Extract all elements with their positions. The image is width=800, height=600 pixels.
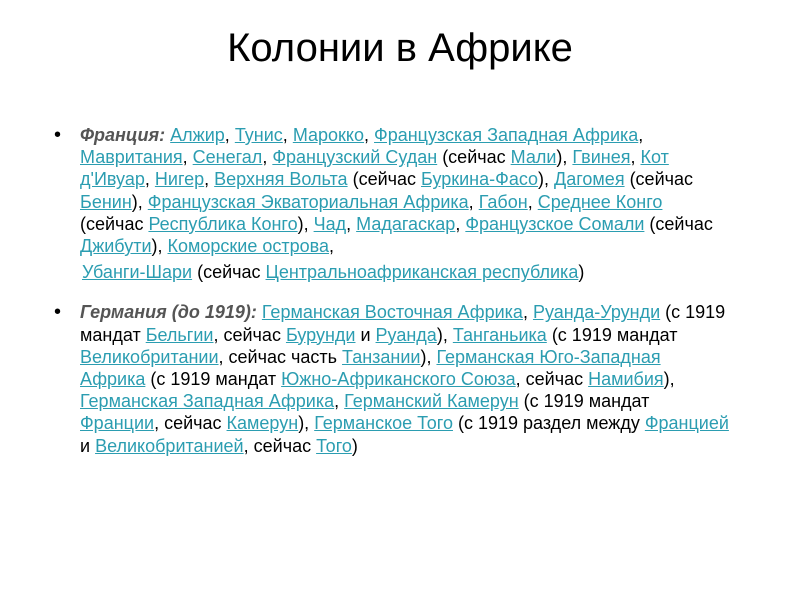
bullet-germany — [50, 301, 730, 456]
text-fragment: , — [364, 125, 375, 145]
text-fragment: (с 1919 раздел между — [452, 413, 645, 434]
slide-title: Колонии в Африке — [227, 26, 573, 70]
text-fragment: , — [282, 125, 293, 145]
link-germanskaya-zapadnaya-afrika[interactable]: Германская Западная Африка — [80, 391, 335, 412]
text-fragment: , сейчас — [213, 324, 286, 345]
text-fragment: (с 1919 мандат — [518, 391, 650, 412]
link-mavritaniya[interactable]: Мавритания — [80, 147, 183, 168]
text-fragment: , — [346, 213, 357, 234]
link-germanskiy-kamerun[interactable]: Германский Камерун — [344, 391, 519, 412]
text-fragment: (сейчас — [644, 213, 713, 234]
text-fragment: и — [355, 324, 376, 345]
text-fragment: (с 1919 мандат — [145, 369, 282, 390]
link-ruanda-urundi[interactable]: Руанда-Урунди — [532, 302, 661, 323]
text-fragment: ), — [298, 413, 315, 434]
text-fragment: (сейчас — [347, 169, 422, 190]
text-fragment: ), — [663, 369, 675, 390]
link-srednee-kongo[interactable]: Среднее Конго — [537, 191, 663, 212]
link-dagomeya[interactable]: Дагомея — [554, 169, 625, 190]
link-ruanda[interactable]: Руанда — [375, 324, 437, 345]
link-frantsuzskaya-zapadnaya-afrika[interactable]: Французская Западная Африка — [374, 125, 639, 145]
text-fragment: , сейчас — [154, 413, 227, 434]
text-fragment: (сейчас — [192, 262, 266, 283]
link-frantsuzskiy-sudan[interactable]: Французский Судан — [272, 147, 438, 168]
link-kamerun[interactable]: Камерун — [226, 413, 299, 434]
text-fragment: , сейчас часть — [218, 346, 343, 367]
text-fragment: ) — [351, 435, 358, 456]
link-yuzhno-afrikanskogo-soyuza[interactable]: Южно-Африканского Союза — [281, 369, 516, 390]
link-tanganika[interactable]: Танганьика — [452, 324, 547, 345]
link-velikobritanii[interactable]: Великобритании — [80, 346, 219, 367]
link-niger[interactable]: Нигер — [154, 169, 205, 190]
text-fragment: , — [527, 191, 538, 212]
link-burkina-faso[interactable]: Буркина-Фасо — [421, 169, 539, 190]
link-namibiya[interactable]: Намибия — [588, 369, 664, 390]
link-senegal[interactable]: Сенегал — [192, 147, 263, 168]
link-komorskie-ostrova[interactable]: Коморские острова — [167, 236, 329, 257]
text-fragment: (с 1919 мандат — [546, 324, 678, 345]
link-respublika-kongo[interactable]: Республика Конго — [148, 213, 298, 234]
link-madagaskar[interactable]: Мадагаскар — [356, 213, 456, 234]
text-fragment: , — [144, 169, 155, 190]
text-fragment: ), — [538, 169, 555, 190]
text-fragment: ), — [436, 324, 453, 345]
text-fragment: , — [334, 391, 345, 412]
text-fragment: ), — [420, 346, 437, 367]
text-fragment: , — [182, 147, 193, 168]
link-germanskoe-togo[interactable]: Германское Того — [314, 413, 453, 434]
link-dzhibuti[interactable]: Джибути — [80, 236, 152, 257]
link-tsentralnoafrikanskaya-respublika[interactable]: Центральноафриканская республика — [265, 262, 579, 283]
link-gabon[interactable]: Габон — [478, 191, 528, 212]
link-togo[interactable]: Того — [316, 435, 352, 456]
text-fragment: , — [468, 191, 479, 212]
text-fragment: и — [80, 435, 96, 456]
link-velikobritaniey[interactable]: Великобританией — [95, 435, 244, 456]
text-fragment: ) — [578, 262, 585, 283]
text-fragment: (сейчас — [437, 147, 511, 168]
text-fragment: , — [522, 302, 533, 323]
text-fragment: (с 1919 мандат — [80, 302, 726, 345]
text-fragment: , — [630, 147, 641, 168]
link-marokko[interactable]: Марокко — [292, 125, 365, 145]
country-label-france: Франция: — [80, 125, 166, 145]
link-mali[interactable]: Мали — [510, 147, 557, 168]
link-chad[interactable]: Чад — [313, 213, 347, 234]
link-benin[interactable]: Бенин — [80, 191, 132, 212]
text-fragment: ), — [131, 191, 148, 212]
text-fragment: (сейчас — [624, 169, 694, 190]
text-fragment: , — [328, 236, 334, 257]
text-fragment: ), — [151, 236, 168, 257]
bullet-body-germany — [80, 302, 729, 455]
link-frantsuzskoe-somali[interactable]: Французское Сомали — [465, 213, 645, 234]
bullet-body-france — [80, 125, 713, 282]
link-burundi[interactable]: Бурунди — [285, 324, 356, 345]
text-fragment: , — [224, 125, 235, 145]
text-fragment: , — [204, 169, 215, 190]
link-germanskaya-yugo-zapadnaya-afrika[interactable]: Германская Юго-Западная Африка — [80, 346, 661, 390]
link-gvineya[interactable]: Гвинея — [572, 147, 631, 168]
link-verhnyaya-volta[interactable]: Верхняя Вольта — [214, 169, 348, 190]
link-kot-d-ivuar[interactable]: Кот д'Ивуар — [80, 147, 669, 190]
link-ubangi-shari[interactable]: Убанги-Шари — [82, 262, 193, 283]
link-frantsiey[interactable]: Францией — [644, 413, 729, 434]
text-fragment: ), — [297, 213, 314, 234]
link-frantsii[interactable]: Франции — [80, 413, 155, 434]
text-fragment: (сейчас — [80, 213, 149, 234]
text-fragment: ), — [556, 147, 573, 168]
text-fragment: , — [455, 213, 466, 234]
link-belgii[interactable]: Бельгии — [145, 324, 214, 345]
link-germanskaya-vostochnaya-afrika[interactable]: Германская Восточная Африка — [261, 302, 523, 323]
link-tunis[interactable]: Тунис — [234, 125, 283, 145]
link-alzhir[interactable]: Алжир — [170, 125, 225, 145]
text-fragment: , сейчас — [515, 369, 589, 390]
colonies-list — [50, 124, 730, 457]
text-fragment: , — [638, 125, 644, 145]
country-label-germany: Германия (до 1919): — [80, 302, 257, 323]
link-frantsuzskaya-ekvatorialnaya-afrika[interactable]: Французская Экваториальная Африка — [147, 191, 469, 212]
text-fragment: , — [262, 147, 273, 168]
bullet-france — [50, 124, 730, 283]
text-fragment: , сейчас — [243, 435, 317, 456]
link-tanzanii[interactable]: Танзании — [342, 346, 421, 367]
